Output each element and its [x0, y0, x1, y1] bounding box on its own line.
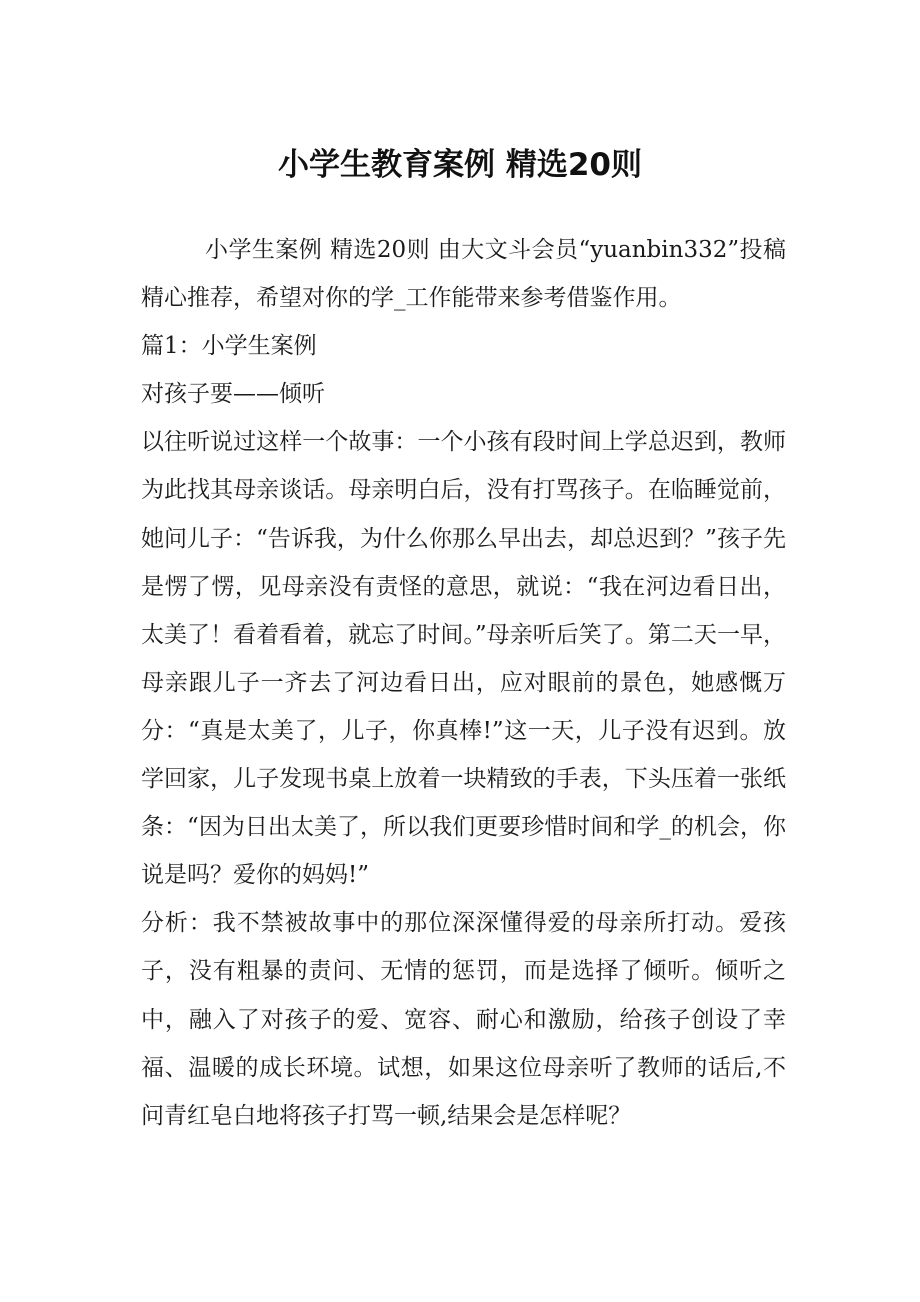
section-heading: 篇1：小学生案例 — [141, 333, 317, 360]
intro-paragraph: 小学生案例 精选20则 由大文斗会员“yuanbin332”投稿精心推荐，希望对你的学_工作能带来参考借鉴作用。 — [141, 237, 786, 312]
subheading: 对孩子要——倾听 — [141, 381, 325, 408]
story-paragraph: 以往听说过这样一个故事：一个小孩有段时间上学总迟到，教师为此找其母亲谈话。母亲明白后，没有打骂孩子。在临睡觉前，她问儿子：“告诉我，为什么你那么早出去，却总迟到？”孩子先是愣了愣，见母亲没有责怪的意思，就说：“我在河边看日出，太美了！看着看着，就忘了时间。”母亲听后笑了。第二天一早，母亲跟儿子一齐去了河边看日出，应对眼前的景色，她感慨万分：“真是太美了，儿子，你真棒!”这一天，儿子没有迟到。放学回家，儿子发现书桌上放着一块精致的手表，下头压着一张纸条：“因为日出太美了，所以我们更要珍惜时间和学_的机会，你说是吗？爱你的妈妈!” — [141, 429, 786, 889]
analysis-paragraph: 分析：我不禁被故事中的那位深深懂得爱的母亲所打动。爱孩子，没有粗暴的责问、无情的惩罚，而是选择了倾听。倾听之中，融入了对孩子的爱、宽容、耐心和激励，给孩子创设了幸福、温暖的成长环境。试想，如果这位母亲听了教师的话后,不问青红皂白地将孩子打骂一顿,结果会是怎样呢？ — [141, 910, 786, 1129]
document-body — [141, 226, 786, 1140]
document-title: 小学生教育案例 精选20则 — [278, 147, 642, 183]
